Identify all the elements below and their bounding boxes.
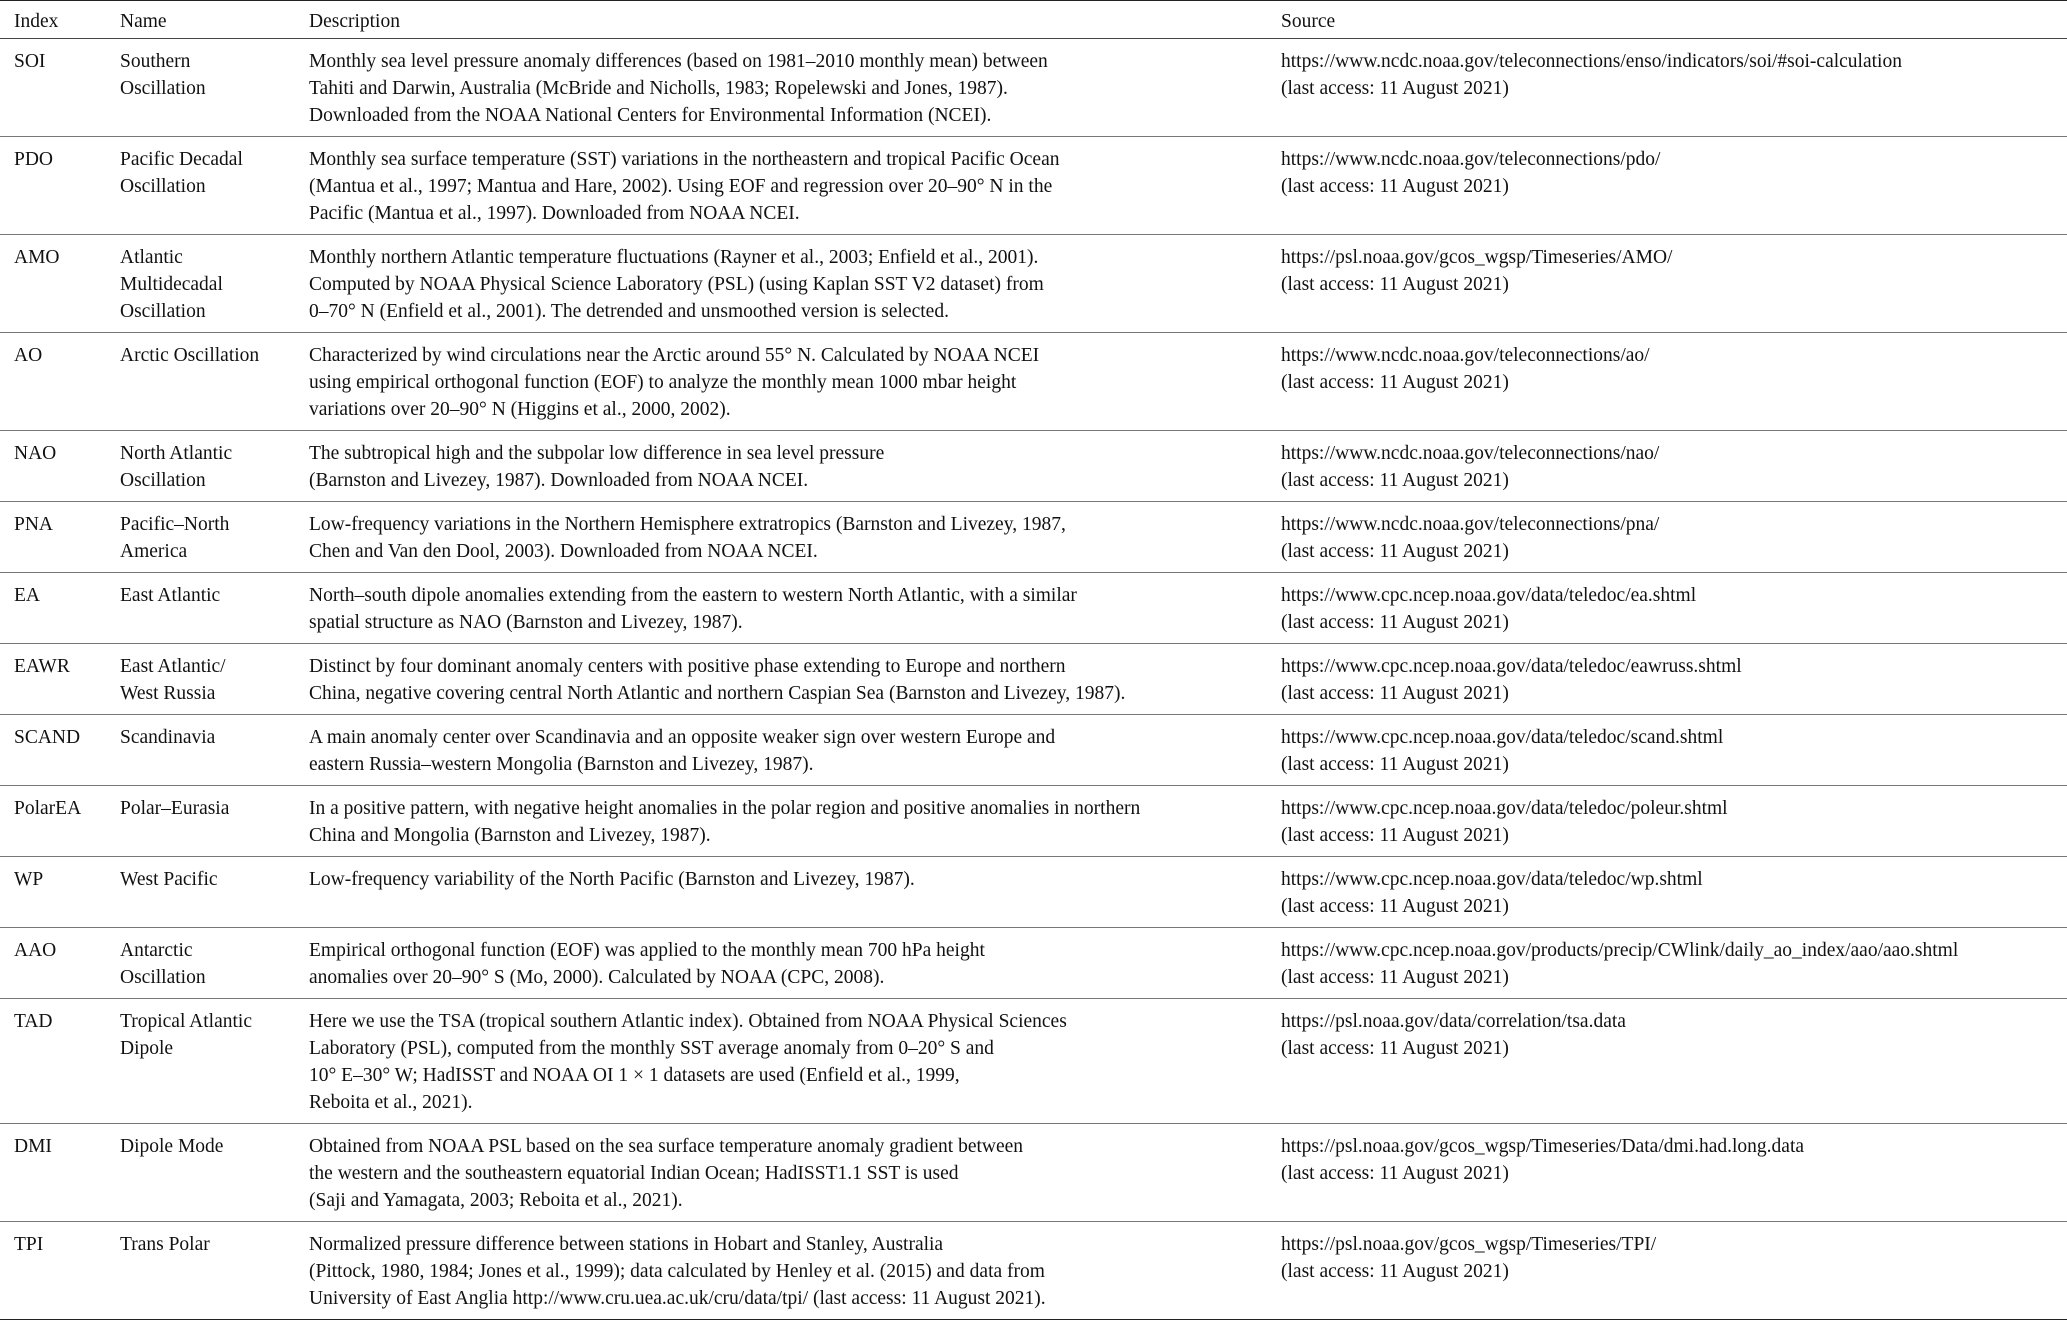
name-line: Dipole	[120, 1038, 174, 1059]
cell-source	[1281, 137, 2067, 235]
description-line: Distinct by four dominant anomaly centers with positive phase extending to Europe and northern	[309, 656, 1066, 677]
source-line: (last access: 11 August 2021)	[1281, 176, 1509, 197]
source-line: (last access: 11 August 2021)	[1281, 1038, 1509, 1059]
description-line: North–south dipole anomalies extending from the eastern to western North Atlantic, with a similar	[309, 585, 1077, 606]
table-header	[0, 1, 2067, 39]
description-line: Characterized by wind circulations near the Arctic around 55° N. Calculated by NOAA NCEI	[309, 345, 1040, 366]
cell-source	[1281, 333, 2067, 431]
name-line: East Atlantic	[120, 585, 221, 606]
cell-name	[120, 235, 309, 333]
cell-index: NAO	[14, 443, 57, 464]
description-line: Here we use the TSA (tropical southern Atlantic index). Obtained from NOAA Physical Sciences	[309, 1011, 1067, 1032]
cell-description	[309, 573, 1281, 644]
name-line: Arctic Oscillation	[120, 345, 260, 366]
cell-name	[120, 39, 309, 137]
source-line: https://psl.noaa.gov/gcos_wgsp/Timeseries/Data/dmi.had.long.data	[1281, 1136, 1805, 1157]
source-line: https://www.cpc.ncep.noaa.gov/data/teledoc/eawruss.shtml	[1281, 656, 1742, 677]
name-line: Oscillation	[120, 967, 206, 988]
cell-description	[309, 928, 1281, 999]
cell-description	[309, 39, 1281, 137]
cell-description	[309, 235, 1281, 333]
name-line: Pacific–North	[120, 514, 230, 535]
table-row	[0, 644, 2067, 715]
cell-name	[120, 502, 309, 573]
name-line: North Atlantic	[120, 443, 233, 464]
cell-name	[120, 431, 309, 502]
description-line: spatial structure as NAO (Barnston and Livezey, 1987).	[309, 612, 743, 633]
description-line: using empirical orthogonal function (EOF) to analyze the monthly mean 1000 mbar height	[309, 372, 1017, 393]
description-line: variations over 20–90° N (Higgins et al., 2000, 2002).	[309, 399, 731, 420]
source-line: (last access: 11 August 2021)	[1281, 754, 1509, 775]
cell-description	[309, 502, 1281, 573]
description-line: Tahiti and Darwin, Australia (McBride and Nicholls, 1983; Ropelewski and Jones, 1987).	[309, 78, 1008, 99]
table-body	[0, 39, 2067, 1320]
cell-description	[309, 1124, 1281, 1222]
cell-description	[309, 333, 1281, 431]
cell-source	[1281, 928, 2067, 999]
description-line: eastern Russia–western Mongolia (Barnston and Livezey, 1987).	[309, 754, 814, 775]
source-line: (last access: 11 August 2021)	[1281, 541, 1509, 562]
header-row	[0, 1, 2067, 39]
cell-name	[120, 928, 309, 999]
name-line: Oscillation	[120, 78, 206, 99]
description-line: A main anomaly center over Scandinavia and an opposite weaker sign over western Europe and	[309, 727, 1056, 748]
description-line: Normalized pressure difference between stations in Hobart and Stanley, Australia	[309, 1234, 944, 1255]
table-row	[0, 333, 2067, 431]
table-row	[0, 502, 2067, 573]
description-line: Reboita et al., 2021).	[309, 1092, 473, 1113]
source-line: https://www.ncdc.noaa.gov/teleconnections/nao/	[1281, 443, 1660, 464]
source-line: https://www.ncdc.noaa.gov/teleconnections/ao/	[1281, 345, 1650, 366]
cell-name	[120, 644, 309, 715]
description-line: Chen and Van den Dool, 2003). Downloaded from NOAA NCEI.	[309, 541, 818, 562]
description-line: Low-frequency variability of the North Pacific (Barnston and Livezey, 1987).	[309, 869, 915, 890]
name-line: Scandinavia	[120, 727, 216, 748]
source-line: (last access: 11 August 2021)	[1281, 896, 1509, 917]
name-line: Oscillation	[120, 301, 206, 322]
source-line: https://psl.noaa.gov/data/correlation/tsa.data	[1281, 1011, 1626, 1032]
cell-name	[120, 1222, 309, 1320]
cell-source	[1281, 235, 2067, 333]
source-line: https://www.cpc.ncep.noaa.gov/data/teledoc/scand.shtml	[1281, 727, 1724, 748]
description-line: (Barnston and Livezey, 1987). Downloaded from NOAA NCEI.	[309, 470, 809, 491]
cell-index: DMI	[14, 1136, 52, 1157]
description-line: China, negative covering central North Atlantic and northern Caspian Sea (Barnston and Livezey, 1987).	[309, 683, 1126, 704]
name-line: Dipole Mode	[120, 1136, 224, 1157]
cell-index: AO	[14, 345, 43, 366]
cell-description	[309, 137, 1281, 235]
name-line: Antarctic	[120, 940, 193, 961]
cell-index: PolarEA	[14, 798, 82, 819]
name-line: East Atlantic/	[120, 656, 226, 677]
source-line: (last access: 11 August 2021)	[1281, 1163, 1509, 1184]
cell-index: EA	[14, 585, 40, 606]
cell-source	[1281, 644, 2067, 715]
name-line: Southern	[120, 51, 191, 72]
cell-index: AMO	[14, 247, 60, 268]
cell-index: WP	[14, 869, 44, 890]
source-line: https://www.cpc.ncep.noaa.gov/data/teledoc/poleur.shtml	[1281, 798, 1728, 819]
source-line: https://www.ncdc.noaa.gov/teleconnections/pna/	[1281, 514, 1660, 535]
cell-source	[1281, 715, 2067, 786]
cell-source	[1281, 786, 2067, 857]
source-line: (last access: 11 August 2021)	[1281, 967, 1509, 988]
cell-name	[120, 786, 309, 857]
cell-description	[309, 857, 1281, 928]
table-row	[0, 999, 2067, 1124]
description-line: 0–70° N (Enfield et al., 2001). The detrended and unsmoothed version is selected.	[309, 301, 949, 322]
source-line: https://www.ncdc.noaa.gov/teleconnections/enso/indicators/soi/#soi-calculation	[1281, 51, 1902, 72]
table-row	[0, 235, 2067, 333]
table-row	[0, 928, 2067, 999]
cell-index: AAO	[14, 940, 57, 961]
name-line: Polar–Eurasia	[120, 798, 230, 819]
cell-name	[120, 137, 309, 235]
cell-name	[120, 999, 309, 1124]
cell-source	[1281, 573, 2067, 644]
description-line: Computed by NOAA Physical Science Laboratory (PSL) (using Kaplan SST V2 dataset) from	[309, 274, 1044, 295]
source-line: (last access: 11 August 2021)	[1281, 683, 1509, 704]
cell-index: PNA	[14, 514, 54, 535]
description-line: (Pittock, 1980, 1984; Jones et al., 1999); data calculated by Henley et al. (2015) and data from	[309, 1261, 1045, 1282]
name-line: America	[120, 541, 188, 562]
header-source: Source	[1281, 1, 2067, 39]
description-line: Pacific (Mantua et al., 1997). Downloaded from NOAA NCEI.	[309, 203, 800, 224]
cell-index: TPI	[14, 1234, 44, 1255]
cell-name	[120, 1124, 309, 1222]
source-line: https://psl.noaa.gov/gcos_wgsp/Timeseries/TPI/	[1281, 1234, 1657, 1255]
cell-description	[309, 431, 1281, 502]
table-row	[0, 715, 2067, 786]
cell-source	[1281, 857, 2067, 928]
table-row	[0, 857, 2067, 928]
description-line: Downloaded from the NOAA National Centers for Environmental Information (NCEI).	[309, 105, 992, 126]
table-row	[0, 431, 2067, 502]
table-row	[0, 786, 2067, 857]
table-row	[0, 39, 2067, 137]
source-line: (last access: 11 August 2021)	[1281, 1261, 1509, 1282]
table-row	[0, 137, 2067, 235]
name-line: Oscillation	[120, 470, 206, 491]
source-line: (last access: 11 August 2021)	[1281, 470, 1509, 491]
description-line: anomalies over 20–90° S (Mo, 2000). Calculated by NOAA (CPC, 2008).	[309, 967, 885, 988]
table-row	[0, 1222, 2067, 1320]
description-line: Empirical orthogonal function (EOF) was applied to the monthly mean 700 hPa height	[309, 940, 985, 961]
cell-description	[309, 786, 1281, 857]
description-line: University of East Anglia http://www.cru.uea.ac.uk/cru/data/tpi/ (last access: 11 August 2021).	[309, 1288, 1046, 1309]
cell-description	[309, 999, 1281, 1124]
name-line: Tropical Atlantic	[120, 1011, 252, 1032]
name-line: Trans Polar	[120, 1234, 210, 1255]
source-line: (last access: 11 August 2021)	[1281, 825, 1509, 846]
cell-name	[120, 333, 309, 431]
description-line: (Mantua et al., 1997; Mantua and Hare, 2002). Using EOF and regression over 20–90° N in the	[309, 176, 1053, 197]
cell-index: SOI	[14, 51, 46, 72]
cell-description	[309, 1222, 1281, 1320]
cell-source	[1281, 1222, 2067, 1320]
source-line: (last access: 11 August 2021)	[1281, 612, 1509, 633]
header-description: Description	[309, 1, 1281, 39]
cell-description	[309, 715, 1281, 786]
source-line: https://www.cpc.ncep.noaa.gov/data/teledoc/ea.shtml	[1281, 585, 1697, 606]
name-line: Atlantic	[120, 247, 183, 268]
description-line: Monthly sea surface temperature (SST) variations in the northeastern and tropical Pacific Ocean	[309, 149, 1060, 170]
description-line: 10° E–30° W; HadISST and NOAA OI 1 × 1 datasets are used (Enfield et al., 1999,	[309, 1065, 960, 1086]
name-line: Multidecadal	[120, 274, 223, 295]
description-line: Laboratory (PSL), computed from the monthly SST average anomaly from 0–20° S and	[309, 1038, 994, 1059]
cell-source	[1281, 1124, 2067, 1222]
cell-name	[120, 857, 309, 928]
description-line: the western and the southeastern equatorial Indian Ocean; HadISST1.1 SST is used	[309, 1163, 959, 1184]
source-line: https://www.cpc.ncep.noaa.gov/data/teledoc/wp.shtml	[1281, 869, 1703, 890]
source-line: (last access: 11 August 2021)	[1281, 274, 1509, 295]
cell-source	[1281, 999, 2067, 1124]
description-line: Monthly northern Atlantic temperature fluctuations (Rayner et al., 2003; Enfield et al., 2001).	[309, 247, 1039, 268]
name-line: West Pacific	[120, 869, 218, 890]
cell-index: SCAND	[14, 727, 81, 748]
description-line: In a positive pattern, with negative height anomalies in the polar region and positive anomalies in northern	[309, 798, 1141, 819]
description-line: China and Mongolia (Barnston and Livezey, 1987).	[309, 825, 711, 846]
source-line: https://www.ncdc.noaa.gov/teleconnections/pdo/	[1281, 149, 1661, 170]
name-line: West Russia	[120, 683, 216, 704]
cell-index: PDO	[14, 149, 54, 170]
table-row	[0, 1124, 2067, 1222]
cell-source	[1281, 39, 2067, 137]
source-line: https://psl.noaa.gov/gcos_wgsp/Timeseries/AMO/	[1281, 247, 1673, 268]
cell-index: EAWR	[14, 656, 70, 677]
description-line: The subtropical high and the subpolar low difference in sea level pressure	[309, 443, 885, 464]
description-line: Obtained from NOAA PSL based on the sea surface temperature anomaly gradient between	[309, 1136, 1024, 1157]
cell-source	[1281, 502, 2067, 573]
header-index: Index	[0, 1, 120, 39]
cell-index: TAD	[14, 1011, 53, 1032]
description-line: Low-frequency variations in the Northern Hemisphere extratropics (Barnston and Livezey, 1987,	[309, 514, 1066, 535]
source-line: (last access: 11 August 2021)	[1281, 78, 1509, 99]
cell-name	[120, 715, 309, 786]
description-line: Monthly sea level pressure anomaly differences (based on 1981–2010 monthly mean) between	[309, 51, 1048, 72]
table-row	[0, 573, 2067, 644]
header-name: Name	[120, 1, 309, 39]
cell-name	[120, 573, 309, 644]
cell-description	[309, 644, 1281, 715]
source-line: (last access: 11 August 2021)	[1281, 372, 1509, 393]
cell-source	[1281, 431, 2067, 502]
name-line: Pacific Decadal	[120, 149, 243, 170]
name-line: Oscillation	[120, 176, 206, 197]
source-line: https://www.cpc.ncep.noaa.gov/products/precip/CWlink/daily_ao_index/aao/aao.shtml	[1281, 940, 1959, 961]
description-line: (Saji and Yamagata, 2003; Reboita et al., 2021).	[309, 1190, 683, 1211]
